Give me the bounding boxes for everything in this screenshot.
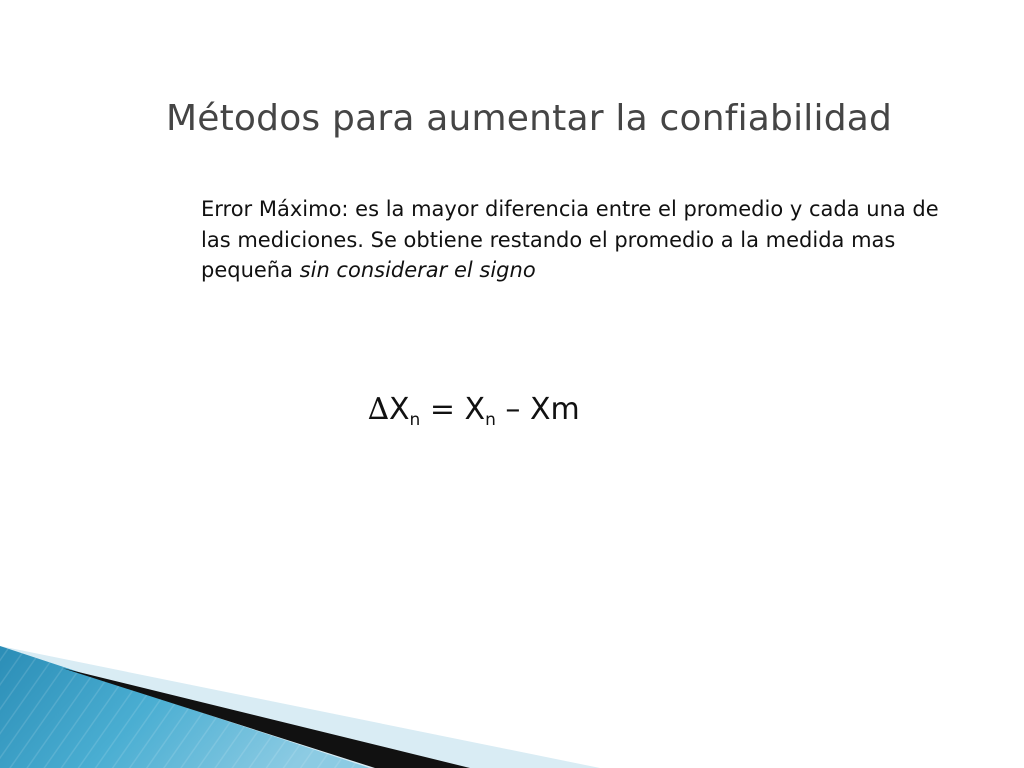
definition-paragraph <box>201 194 941 286</box>
definition-italic-text: sin considerar el signo <box>299 258 536 282</box>
formula-sub-mid: n <box>485 410 496 430</box>
error-formula <box>368 392 580 430</box>
formula-var-mid: X <box>464 392 486 427</box>
formula-minus: – <box>505 392 521 427</box>
decorative-bottom-band <box>0 638 1024 768</box>
formula-var-right: Xm <box>529 392 580 427</box>
formula-equals: = <box>429 392 455 427</box>
formula-sub-left: n <box>409 410 421 430</box>
definition-text: Error Máximo: es la mayor diferencia entre el promedio y cada una de las mediciones. Se obtiene restando el promedio a la medida mas pequeña <box>201 197 939 282</box>
formula-var-left: X <box>388 392 410 427</box>
slide-title: Métodos para aumentar la confiabilidad <box>166 98 893 139</box>
delta-symbol: ∆ <box>368 392 389 427</box>
